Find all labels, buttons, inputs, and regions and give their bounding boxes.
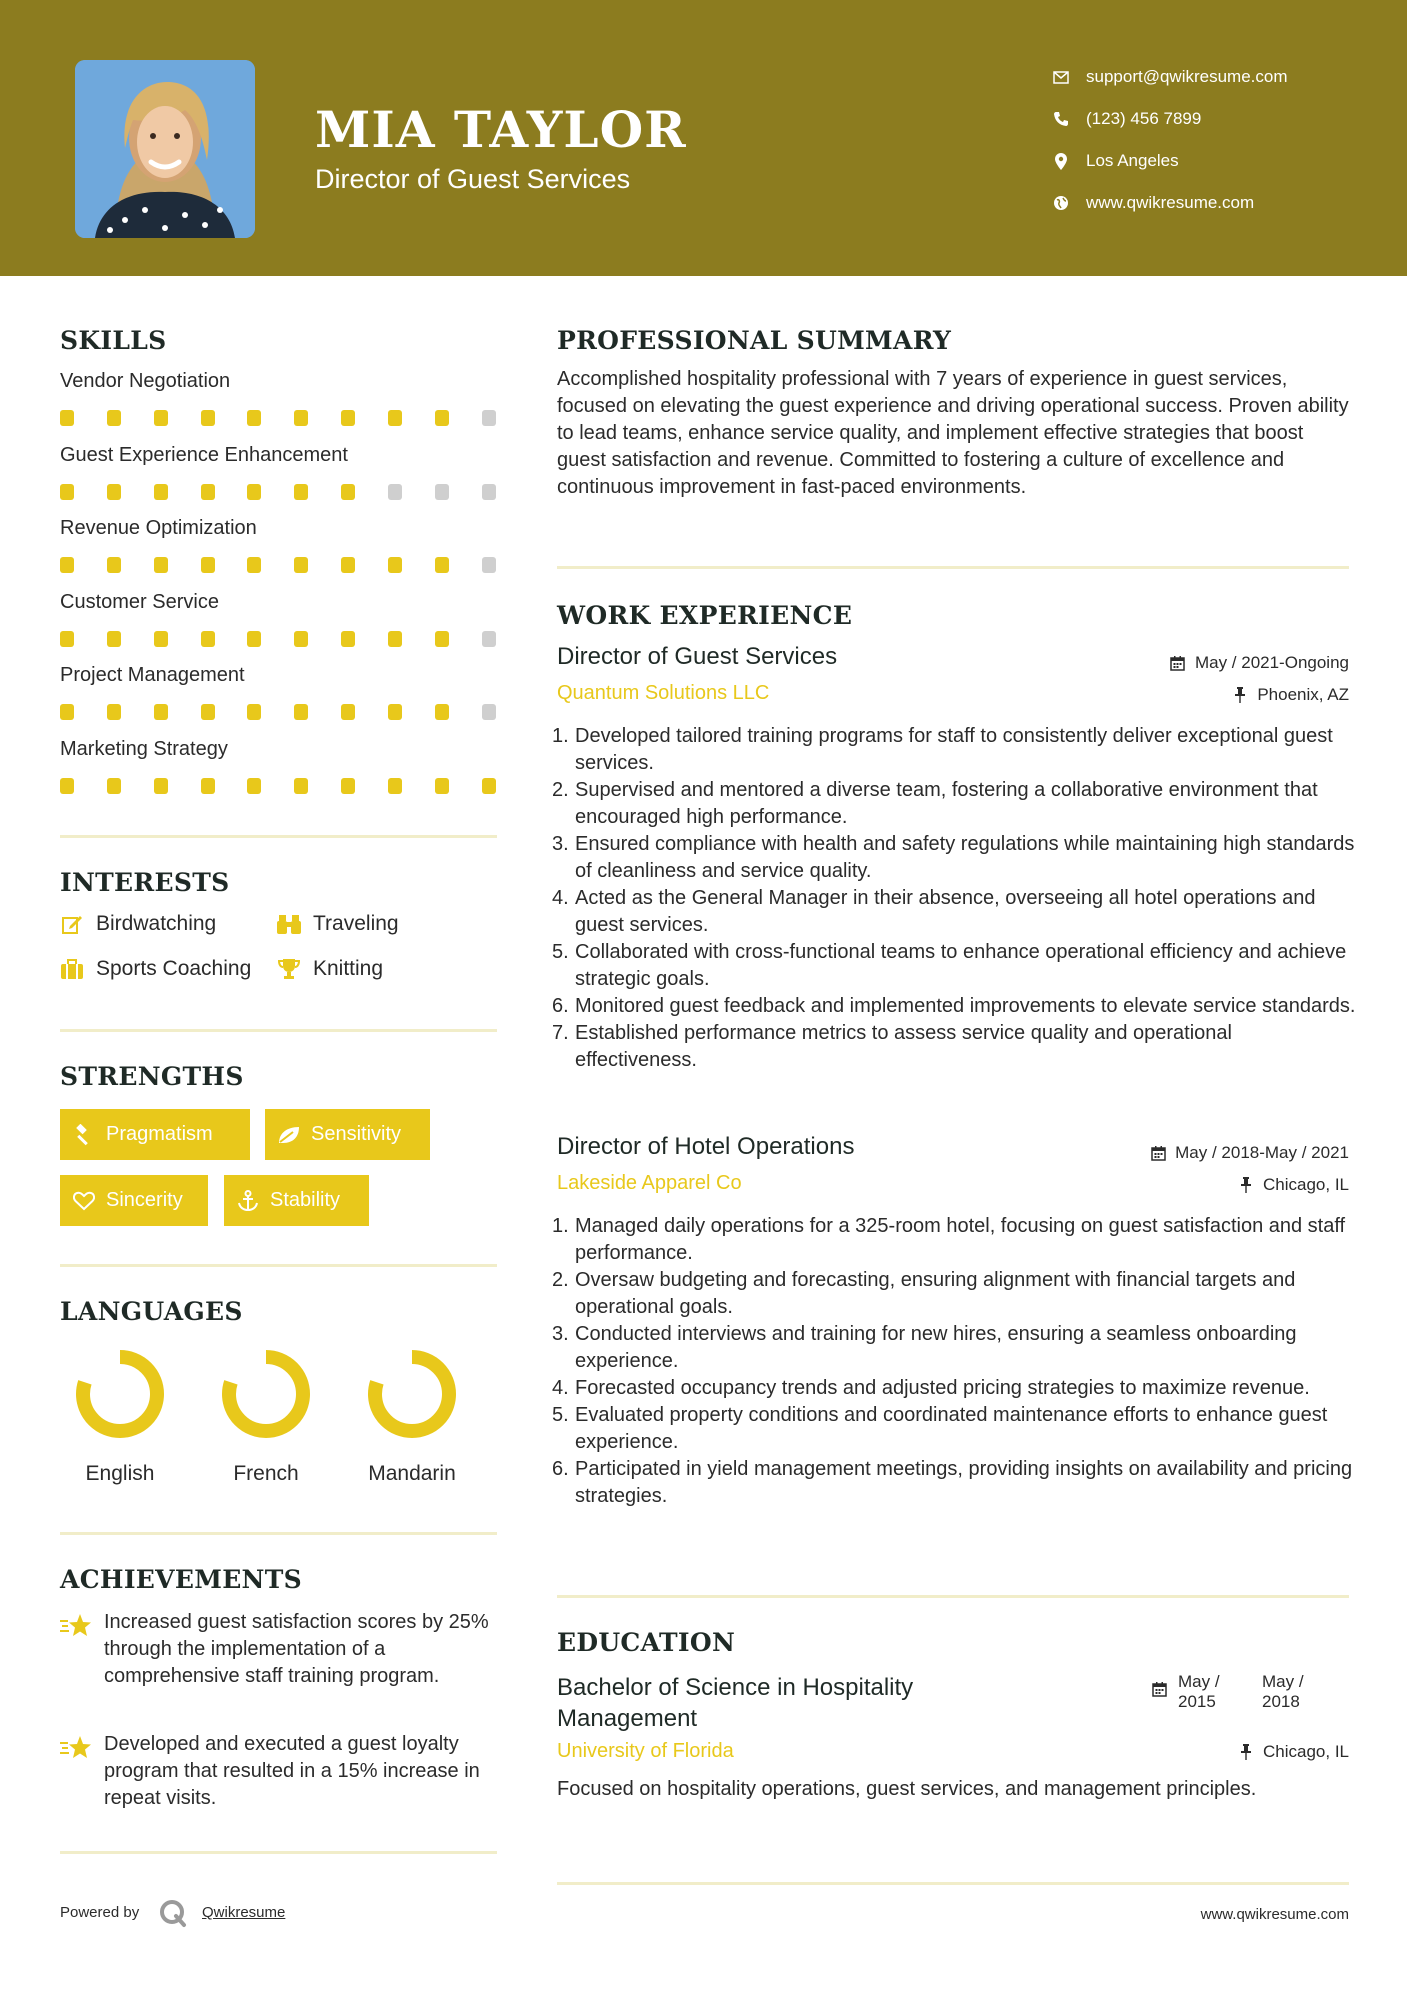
pushpin-icon: [1237, 1176, 1255, 1194]
education-heading: EDUCATION: [557, 1628, 736, 1657]
skill-rating-dot: [482, 410, 496, 426]
job-dates: May / 2021-Ongoing: [1169, 653, 1349, 673]
skill-rating: [60, 778, 500, 794]
skill-rating-dot: [341, 557, 355, 573]
skills-heading: SKILLS: [60, 326, 167, 355]
contact-list: [1050, 56, 1288, 224]
language-item: [206, 1348, 326, 1486]
languages-heading: LANGUAGES: [60, 1297, 243, 1326]
language-label: French: [233, 1462, 299, 1485]
leaf-icon: [277, 1123, 301, 1147]
interests-heading: INTERESTS: [60, 868, 230, 897]
skill-item: [60, 591, 500, 617]
skill-rating-dot: [60, 557, 74, 573]
skill-rating-dot: [201, 557, 215, 573]
contact-location: Los Angeles: [1050, 140, 1288, 182]
skill-rating-dot: [107, 557, 121, 573]
job-bullet: 5. Evaluated property conditions and coordinated maintenance efforts to enhance guest experience.: [552, 1404, 1328, 1453]
company-name: Quantum Solutions LLC: [557, 682, 770, 704]
skill-rating: [60, 557, 500, 573]
strength-stability: Stability: [224, 1175, 369, 1226]
skill-rating: [60, 410, 500, 426]
skill-rating-dot: [201, 778, 215, 794]
skill-rating-dot: [201, 484, 215, 500]
language-label: English: [85, 1462, 155, 1485]
skill-item: [60, 738, 500, 764]
pushpin-icon: [1231, 686, 1249, 704]
powered-by-label: Powered by: [60, 1904, 140, 1921]
skill-rating-dot: [294, 557, 308, 573]
calendar-icon: [1152, 1682, 1170, 1700]
job-location: Chicago, IL: [1237, 1175, 1349, 1195]
skill-label: Vendor Negotiation: [60, 370, 231, 392]
contact-website[interactable]: www.qwikresume.com: [1050, 182, 1288, 224]
briefcase-icon: [60, 957, 84, 981]
pencil-edit-icon: [60, 912, 84, 936]
qwikresume-logo-icon: [158, 1898, 188, 1928]
heart-icon: [72, 1189, 96, 1213]
skill-rating-dot: [435, 410, 449, 426]
pushpin-icon: [1237, 1743, 1255, 1761]
skill-rating-dot: [247, 704, 261, 720]
job-bullet: 6. Monitored guest feedback and implemented improvements to elevate service standards.: [552, 995, 1356, 1017]
skill-rating: [60, 484, 500, 500]
candidate-name: MIA TAYLOR: [315, 100, 687, 159]
section-divider: [60, 1029, 497, 1032]
job-bullet: 4. Forecasted occupancy trends and adjusted pricing strategies to maximize revenue.: [552, 1377, 1310, 1399]
strength-pragmatism: Pragmatism: [60, 1109, 250, 1160]
skill-rating: [60, 631, 500, 647]
section-divider: [557, 566, 1349, 569]
skill-rating: [60, 704, 500, 720]
skill-rating-dot: [107, 631, 121, 647]
job-title: Director of Hotel Operations: [557, 1133, 855, 1160]
job-bullet-list: [552, 1213, 1357, 1510]
skill-label: Marketing Strategy: [60, 737, 228, 760]
candidate-title: Director of Guest Services: [315, 164, 631, 194]
education-description: Focused on hospitality operations, guest services, and management principles.: [557, 1778, 1257, 1800]
job-bullet: 2. Supervised and mentored a diverse team, fostering a collaborative environment that encouraged high performance.: [552, 779, 1318, 828]
skill-rating-dot: [388, 704, 402, 720]
job-bullet: 3. Ensured compliance with health and safety regulations while maintaining high standards of cleanliness and service quality.: [552, 833, 1355, 882]
language-level-arc: [83, 1357, 157, 1431]
skill-rating-dot: [107, 704, 121, 720]
job-bullet-list: [552, 723, 1357, 1074]
trophy-icon: [277, 957, 301, 981]
skill-rating-dot: [201, 704, 215, 720]
skill-item: [60, 517, 500, 543]
skill-rating-dot: [60, 704, 74, 720]
skill-rating-dot: [154, 631, 168, 647]
skill-rating-dot: [435, 557, 449, 573]
interest-sports-coaching: Sports Coaching: [60, 957, 251, 981]
skill-rating-dot: [294, 484, 308, 500]
skill-rating-dot: [60, 631, 74, 647]
skill-rating-dot: [341, 410, 355, 426]
achievement-item: Increased guest satisfaction scores by 25% through the implementation of a comprehensive staff training program.: [60, 1609, 500, 1719]
skill-label: Revenue Optimization: [60, 517, 257, 539]
section-divider: [557, 1882, 1349, 1885]
skill-rating-dot: [341, 778, 355, 794]
skill-rating-dot: [482, 631, 496, 647]
calendar-icon: [1169, 654, 1187, 672]
skill-rating-dot: [388, 484, 402, 500]
skill-rating-dot: [247, 410, 261, 426]
skill-rating-dot: [294, 410, 308, 426]
strength-sincerity: Sincerity: [60, 1175, 208, 1226]
job-bullet: 1. Developed tailored training programs for staff to consistently deliver exceptional guest services.: [552, 725, 1333, 774]
brand-link[interactable]: Qwikresume: [202, 1904, 286, 1921]
language-level-ring: [74, 1348, 166, 1440]
skill-rating-dot: [388, 631, 402, 647]
skill-rating-dot: [482, 484, 496, 500]
skill-item: [60, 444, 500, 470]
section-divider: [60, 835, 497, 838]
section-divider: [60, 1264, 497, 1267]
language-level-arc: [229, 1357, 303, 1431]
skill-rating-dot: [247, 631, 261, 647]
skill-rating-dot: [482, 704, 496, 720]
section-divider: [60, 1532, 497, 1535]
skill-rating-dot: [482, 778, 496, 794]
skill-rating-dot: [435, 778, 449, 794]
skill-rating-dot: [60, 778, 74, 794]
skill-rating-dot: [341, 484, 355, 500]
skill-label: Guest Experience Enhancement: [60, 443, 348, 466]
summary-heading: PROFESSIONAL SUMMARY: [557, 326, 952, 355]
gavel-icon: [72, 1123, 96, 1147]
phone-icon: [1050, 108, 1072, 130]
skill-rating-dot: [388, 410, 402, 426]
skill-rating-dot: [154, 778, 168, 794]
skill-label: Project Management: [60, 664, 245, 686]
globe-icon: [1050, 192, 1072, 214]
skill-rating-dot: [107, 410, 121, 426]
language-item: [352, 1348, 472, 1486]
skill-rating-dot: [107, 778, 121, 794]
language-label: Mandarin: [368, 1462, 456, 1485]
achievement-item: Developed and executed a guest loyalty program that resulted in a 15% increase in repeat visits.: [60, 1731, 500, 1815]
calendar-icon: [1149, 1144, 1167, 1162]
skill-rating-dot: [201, 631, 215, 647]
skill-rating-dot: [294, 631, 308, 647]
skill-rating-dot: [107, 484, 121, 500]
skill-rating-dot: [435, 484, 449, 500]
skill-rating-dot: [482, 557, 496, 573]
section-divider: [60, 1851, 497, 1854]
binoculars-icon: [277, 912, 301, 936]
job-bullet: 4. Acted as the General Manager in their absence, overseeing all hotel operations and guest services.: [552, 887, 1316, 936]
skill-rating-dot: [154, 557, 168, 573]
skill-rating-dot: [388, 557, 402, 573]
achievements-heading: ACHIEVEMENTS: [60, 1565, 302, 1594]
envelope-icon: [1050, 66, 1072, 88]
resume-header: [0, 0, 1407, 276]
language-item: [60, 1348, 180, 1486]
shooting-star-icon: [60, 1735, 92, 1761]
skill-rating-dot: [294, 704, 308, 720]
skill-rating-dot: [201, 410, 215, 426]
anchor-icon: [236, 1189, 260, 1213]
education-dates: [1152, 1672, 1334, 1712]
skill-rating-dot: [341, 704, 355, 720]
contact-phone[interactable]: (123) 456 7899: [1050, 98, 1288, 140]
job-location: Phoenix, AZ: [1231, 685, 1349, 705]
job-bullet: 1. Managed daily operations for a 325-room hotel, focusing on guest satisfaction and staff performance.: [552, 1215, 1346, 1264]
interest-traveling: Traveling: [277, 912, 399, 936]
job-bullet: 7. Established performance metrics to assess service quality and operational effectiveness.: [552, 1022, 1232, 1071]
map-pin-icon: [1050, 150, 1072, 172]
language-level-ring: [366, 1348, 458, 1440]
interest-knitting: Knitting: [277, 957, 383, 981]
job-bullet: 5. Collaborated with cross-functional teams to enhance operational efficiency and achieve strategic goals.: [552, 941, 1347, 990]
skill-label: Customer Service: [60, 590, 219, 613]
skill-item: [60, 664, 500, 690]
summary-text: Accomplished hospitality professional with 7 years of experience in guest services, focused on elevating the guest experience and driving operational success. Proven ability to lead teams, enhance service quality, and implement effective strategies that boost guest satisfaction and revenue. Committed to fostering a culture of excellence and continuous improvement in fast-paced environments.: [557, 368, 1349, 498]
job-bullet: 2. Oversaw budgeting and forecasting, ensuring alignment with financial targets and operational goals.: [552, 1269, 1296, 1318]
strength-sensitivity: Sensitivity: [265, 1109, 430, 1160]
skill-rating-dot: [154, 410, 168, 426]
education-start-date: May / 2015: [1178, 1672, 1220, 1711]
skill-rating-dot: [294, 778, 308, 794]
skill-rating-dot: [154, 484, 168, 500]
strengths-heading: STRENGTHS: [60, 1062, 244, 1091]
job-dates: May / 2018-May / 2021: [1149, 1143, 1349, 1163]
shooting-star-icon: [60, 1613, 92, 1639]
footer-website-link[interactable]: www.qwikresume.com: [1200, 1906, 1349, 1923]
work-heading: WORK EXPERIENCE: [557, 601, 853, 630]
degree-title: Bachelor of Science in Hospitality Management: [557, 1674, 914, 1732]
skill-rating-dot: [341, 631, 355, 647]
skill-rating-dot: [60, 484, 74, 500]
language-level-ring: [220, 1348, 312, 1440]
skill-rating-dot: [435, 704, 449, 720]
skill-rating-dot: [388, 778, 402, 794]
school-name: University of Florida: [557, 1740, 734, 1762]
skill-rating-dot: [154, 704, 168, 720]
skill-rating-dot: [60, 410, 74, 426]
education-location: Chicago, IL: [1237, 1742, 1349, 1762]
education-end-date: May / 2018: [1262, 1672, 1304, 1711]
section-divider: [557, 1595, 1349, 1598]
skill-rating-dot: [435, 631, 449, 647]
skill-rating-dot: [247, 557, 261, 573]
job-title: Director of Guest Services: [557, 643, 838, 670]
interest-birdwatching: Birdwatching: [60, 912, 216, 936]
job-bullet: 3. Conducted interviews and training for new hires, ensuring a seamless onboarding experience.: [552, 1323, 1297, 1372]
language-level-arc: [375, 1357, 449, 1431]
job-bullet: 6. Participated in yield management meetings, providing insights on availability and pricing strategies.: [552, 1458, 1353, 1507]
skill-rating-dot: [247, 484, 261, 500]
company-name: Lakeside Apparel Co: [557, 1172, 742, 1194]
profile-photo: [75, 60, 255, 238]
skill-rating-dot: [247, 778, 261, 794]
contact-email[interactable]: support@qwikresume.com: [1050, 56, 1288, 98]
skill-item: [60, 370, 500, 396]
